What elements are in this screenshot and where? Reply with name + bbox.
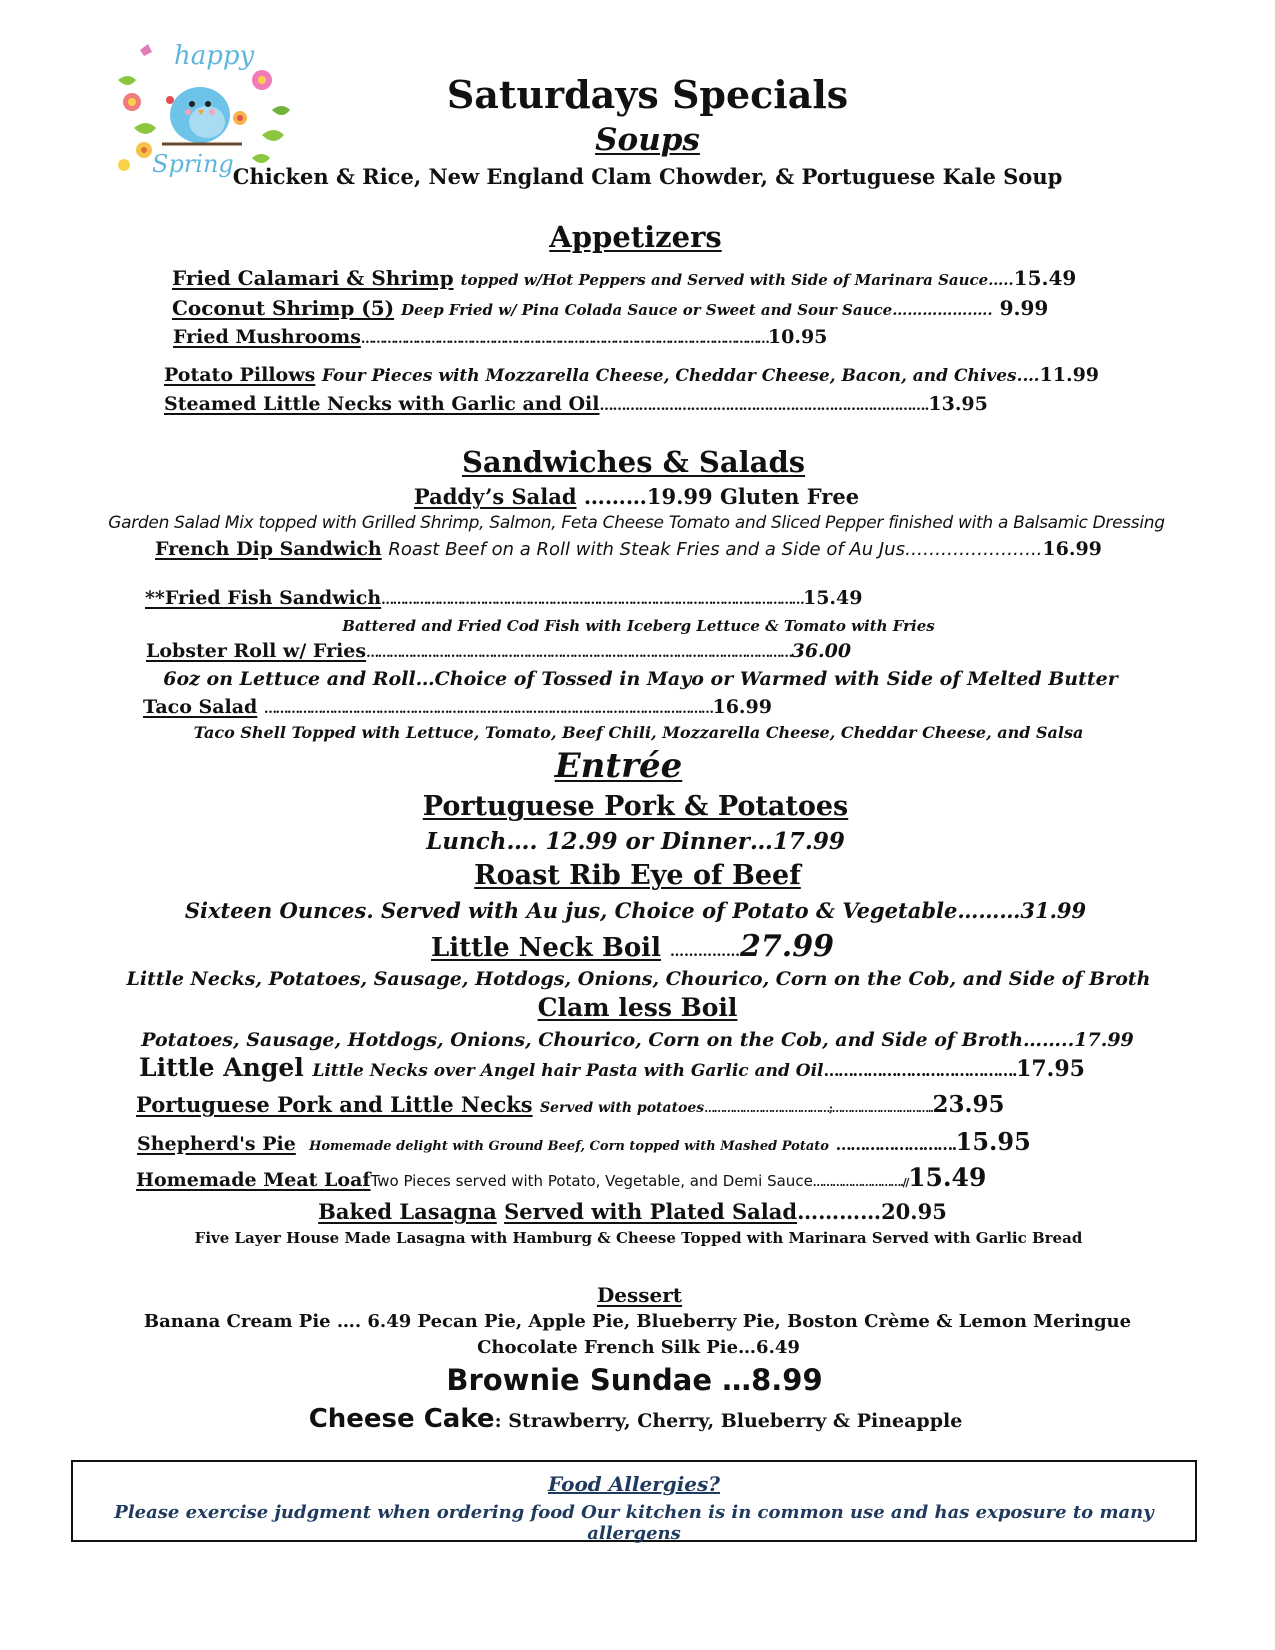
menu-item-potato-pillows [164,364,1099,386]
item-dots: ……………………. [835,1135,956,1154]
dessert-brownie-sundae: Brownie Sundae …8.99 [446,1363,823,1397]
item-name: Taco Salad [143,696,258,718]
item-price: 9.99 [999,296,1049,320]
item-price: 23.95 [932,1091,1005,1118]
menu-item-shepherds-pie [137,1127,1031,1156]
dessert-pies-line: Banana Cream Pie …. 6.49 Pecan Pie, Apple Pie, Blueberry Pie, Boston Crème & Lemon Meringue [143,1311,1132,1332]
little-neck-boil-desc: Little Necks, Potatoes, Sausage, Hotdogs, Onions, Chourico, Corn on the Cob, and Side of Broth [126,968,1151,990]
menu-item-little-angel [139,1053,1085,1082]
item-name: Coconut Shrimp (5) [172,296,395,320]
entree-heading: Entrée [554,746,683,786]
menu-item-paddys-salad [0,484,1274,509]
item-price: 17.95 [1016,1056,1085,1082]
menu-item-meat-loaf [136,1163,986,1192]
item-price: 16.99 [712,696,772,718]
item-name: Potato Pillows [164,364,316,386]
item-dots: …………… [670,944,741,960]
item-price: 15.49 [802,587,863,609]
logo-word-happy: happy [174,41,255,71]
menu-item-fried-fish [145,587,862,609]
item-name: Fried Mushrooms [173,326,361,348]
item-desc: Roast Beef on a Roll with Steak Fries and a Side of Au Jus………………….. [388,539,1043,560]
item-desc: topped w/Hot Peppers and Served with Side of Marinara Sauce….. [460,271,1014,289]
item-dots: …………………………………………………………………. [599,398,929,414]
allergy-text: Please exercise judgment when ordering food Our kitchen is in common use and has exposure to many allergens [114,1502,1154,1544]
item-name-2: Served with Plated Salad [504,1199,798,1224]
item-dots: …………………………………;………………………….. [704,1102,933,1115]
item-name: Little Angel [139,1053,304,1082]
dessert-silk-pie: Chocolate French Silk Pie…6.49 [477,1337,800,1358]
item-name: Baked Lasagna [318,1199,497,1224]
item-price: 15.49 [1013,266,1077,290]
item-price: 16.99 [1042,538,1102,560]
item-dots: ……………………….// [812,1176,909,1189]
menu-item-clam-less-boil: Clam less Boil [537,993,738,1022]
item-name: Little Neck Boil [431,933,661,963]
item-desc: Served with potatoes [539,1100,705,1116]
menu-item-portuguese-pork-potatoes: Portuguese Pork & Potatoes [422,791,849,822]
item-desc: Four Pieces with Mozzarella Cheese, Cheddar Cheese, Bacon, and Chives.… [321,366,1040,386]
menu-item-steamed-little-necks [164,393,988,415]
clam-less-boil-desc: Potatoes, Sausage, Hotdogs, Onions, Chourico, Corn on the Cob, and Side of Broth……..17.99 [141,1029,1134,1051]
menu-item-little-neck-boil [0,929,1270,964]
menu-item-fried-calamari [172,266,1076,290]
menu-item-taco-salad [143,696,772,718]
allergy-title: Food Allergies? [548,1472,720,1496]
item-desc: Deep Fried w/ Pina Colada Sauce or Sweet and Sour Sauce…………….…. [401,301,993,319]
appetizers-heading: Appetizers [549,220,722,254]
item-dots: ………………………………………………………………………………………………… [366,646,792,661]
item-name: French Dip Sandwich [155,538,382,560]
item-desc: Little Necks over Angel hair Pasta with Garlic and Oil [312,1061,824,1081]
item-name: Shepherd's Pie [137,1133,296,1155]
page-title: Saturdays Specials [446,72,849,117]
lasagna-desc: Five Layer House Made Lasagna with Hamburg & Cheese Topped with Marinara Served with Garlic Bread [194,1229,1083,1247]
item-price: 11.99 [1039,364,1100,386]
menu-item-french-dip [155,538,1102,560]
item-name: Cheese Cake [308,1404,495,1434]
logo-word-spring: Spring [152,150,234,178]
fried-fish-desc: Battered and Fried Cod Fish with Iceberg Lettuce & Tomato with Fries [342,617,935,635]
menu-item-fried-mushrooms [173,326,827,348]
menu-item-portuguese-pork-little-necks [136,1091,1005,1118]
soups-heading: Soups [595,122,700,158]
item-price: 36.00 [791,640,852,662]
menu-item-baked-lasagna [0,1199,1270,1224]
item-price: 15.49 [908,1163,987,1192]
menu-item-roast-rib-eye: Roast Rib Eye of Beef [474,860,801,891]
item-price: 10.95 [767,326,828,348]
item-dots: ……………………………………………………………………………………………………… [263,702,713,717]
item-name: Portuguese Pork and Little Necks [136,1092,533,1117]
item-name: Homemade Meat Loaf [136,1169,371,1191]
pork-potatoes-price: Lunch…. 12.99 or Dinner…17.99 [426,828,845,855]
sandwiches-heading: Sandwiches & Salads [461,445,806,479]
item-name: **Fried Fish Sandwich [145,587,382,609]
taco-salad-desc: Taco Shell Topped with Lettuce, Tomato, Beef Chili, Mozzarella Cheese, Cheddar Cheese, and Salsa [193,723,1084,742]
item-name: Fried Calamari & Shrimp [172,266,454,290]
item-price: 13.95 [928,393,988,415]
item-name: Lobster Roll w/ Fries [146,640,367,662]
soups-items: Chicken & Rice, New England Clam Chowder, & Portuguese Kale Soup [232,164,1063,189]
item-price: 27.99 [740,929,834,964]
item-price: ………19.99 Gluten Free [583,484,860,509]
menu-item-coconut-shrimp [172,296,1048,320]
item-flavors: : Strawberry, Cherry, Blueberry & Pineapple [494,1410,963,1432]
item-desc: Homemade delight with Ground Beef, Corn topped with Mashed Potato [309,1139,829,1154]
dessert-heading: Dessert [596,1283,683,1307]
item-dots: …………………………………. [823,1061,1017,1080]
item-name: Steamed Little Necks with Garlic and Oil [164,393,600,415]
item-price: …………20.95 [797,1199,947,1224]
dessert-cheese-cake [0,1404,1273,1434]
item-dots: ………………………………………………………………………………………………… [381,593,803,608]
item-price: 15.95 [955,1127,1031,1156]
item-desc: Two Pieces served with Potato, Vegetable, and Demi Sauce [370,1172,813,1190]
paddys-salad-desc: Garden Salad Mix topped with Grilled Shrimp, Salmon, Feta Cheese Tomato and Sliced Pepper finished with a Balsamic Dressing [108,513,1165,533]
allergy-notice-box [71,1460,1197,1542]
menu-item-lobster-roll [146,640,851,662]
lobster-roll-desc: 6oz on Lettuce and Roll…Choice of Tossed in Mayo or Warmed with Side of Melted Butter [163,668,1118,690]
item-name: Paddy’s Salad [413,484,577,509]
rib-eye-desc: Sixteen Ounces. Served with Au jus, Choice of Potato & Vegetable………31.99 [184,898,1087,923]
item-dots: ………………………………………………………………………………………………… [360,332,768,347]
